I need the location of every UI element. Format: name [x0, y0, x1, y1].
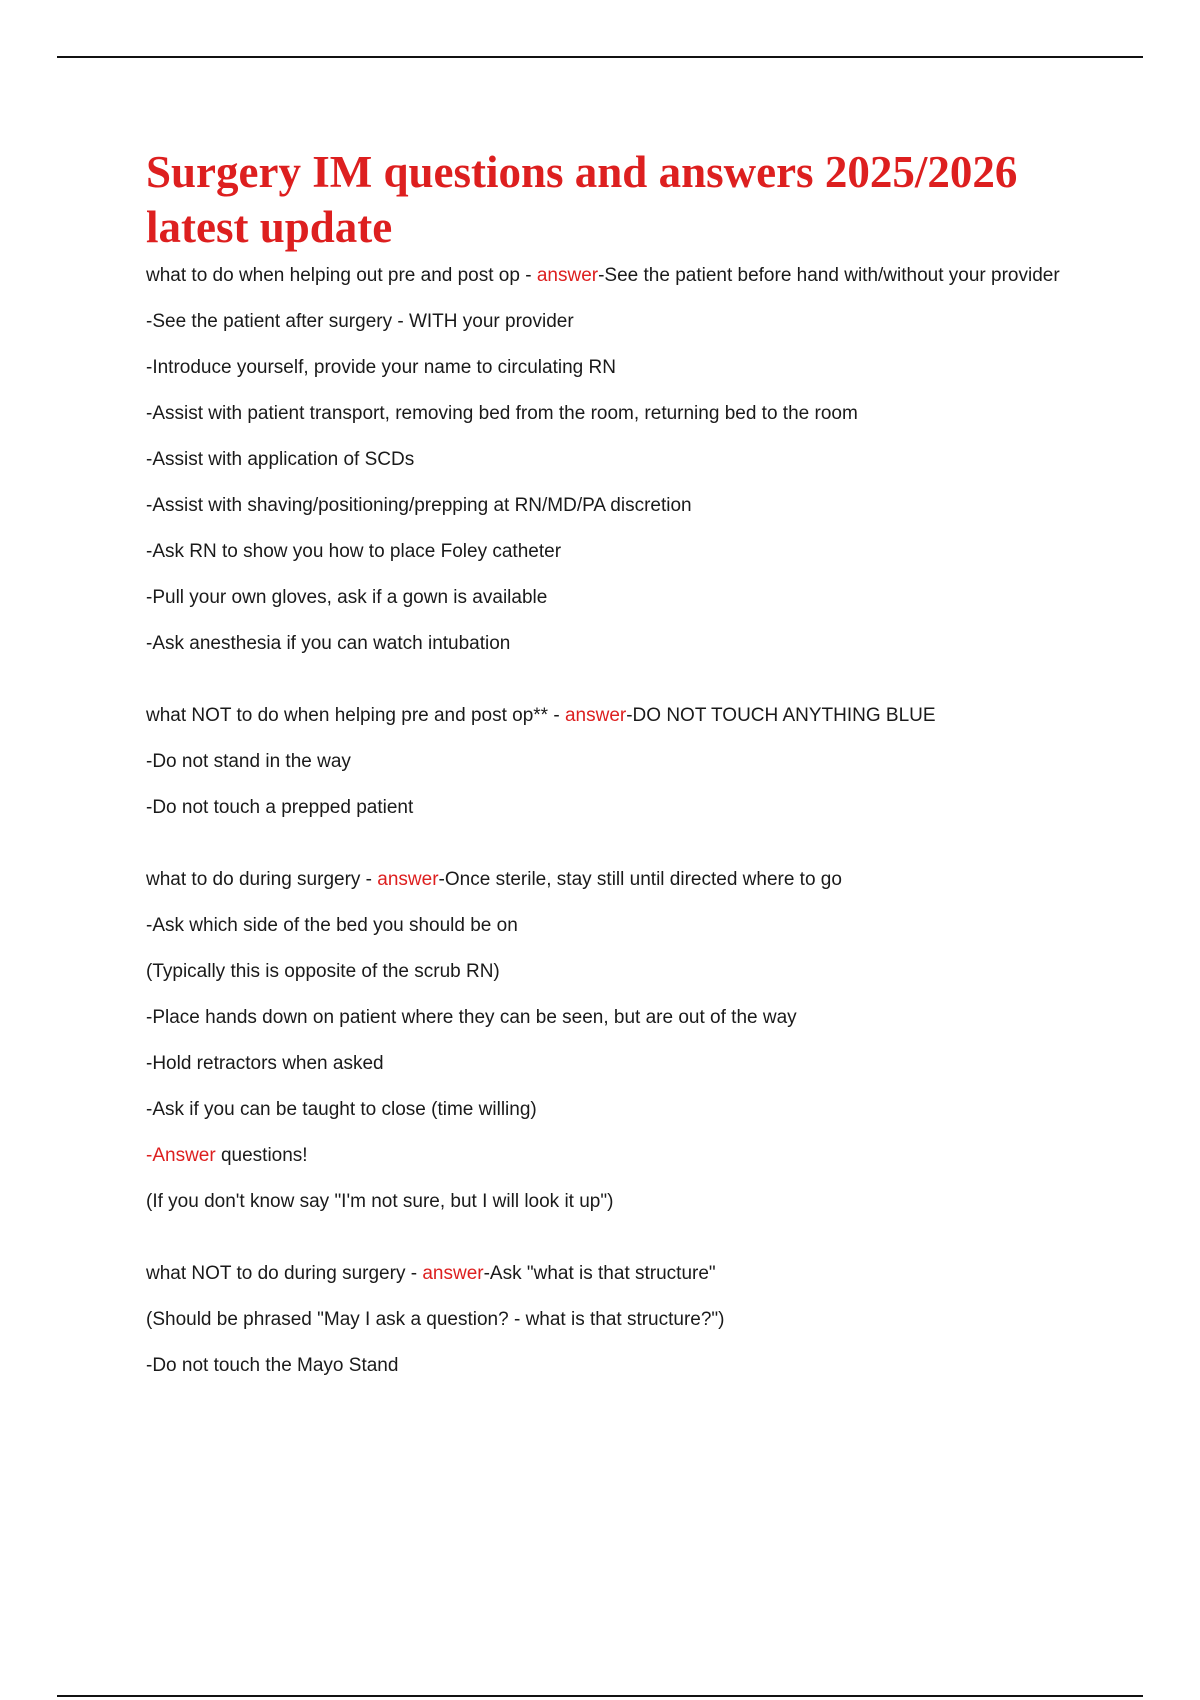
header-rule — [57, 56, 1143, 58]
qa-question-line — [146, 1259, 1096, 1289]
qa-block-during-surgery — [146, 865, 1096, 1217]
answer-line: -Assist with shaving/positioning/prepping at RN/MD/PA discretion — [146, 495, 692, 516]
answer-line: -Ask if you can be taught to close (time willing) — [146, 1099, 537, 1120]
qa-block-not-during-surgery — [146, 1259, 1096, 1381]
footer-rule — [57, 1695, 1143, 1697]
question-text: what NOT to do when helping pre and post op** — [146, 705, 549, 726]
answer-text: -Ask "what is that structure" — [483, 1263, 716, 1284]
answer-label: answer — [564, 705, 627, 726]
answer-line: -Assist with application of SCDs — [146, 449, 415, 470]
answer-label: answer — [536, 265, 599, 286]
qa-question-line — [146, 261, 1096, 291]
answer-line: -Place hands down on patient where they can be seen, but are out of the way — [146, 1007, 797, 1028]
answer-line: -Do not stand in the way — [146, 751, 351, 772]
answer-word: Answer — [152, 1145, 216, 1166]
answer-questions-line — [146, 1141, 1096, 1171]
answer-line: -Assist with patient transport, removing bed from the room, returning bed to the room — [146, 403, 858, 424]
separator: - — [519, 265, 537, 286]
question-text: what to do when helping out pre and post op — [146, 265, 520, 286]
answer-line: (Typically this is opposite of the scrub RN) — [146, 961, 500, 982]
question-text: what to do during surgery — [146, 869, 361, 890]
qa-block-not-pre-post-op — [146, 701, 1096, 823]
separator: - — [360, 869, 378, 890]
document-body — [146, 145, 1096, 1423]
answer-line: -Pull your own gloves, ask if a gown is available — [146, 587, 548, 608]
answer-line: -Ask which side of the bed you should be on — [146, 915, 518, 936]
answer-text: -See the patient before hand with/without your provider — [598, 265, 1060, 286]
answer-text: -DO NOT TOUCH ANYTHING BLUE — [626, 705, 936, 726]
answer-label: answer — [422, 1263, 484, 1284]
answer-rest: questions! — [215, 1145, 308, 1166]
separator: - — [405, 1263, 423, 1284]
answer-line: -Introduce yourself, provide your name to circulating RN — [146, 357, 616, 378]
answer-line: -See the patient after surgery - WITH your provider — [146, 311, 574, 332]
answer-line: -Do not touch a prepped patient — [146, 797, 414, 818]
qa-block-pre-post-op — [146, 261, 1096, 659]
answer-line: -Ask RN to show you how to place Foley catheter — [146, 541, 562, 562]
answer-label: answer — [377, 869, 439, 890]
answer-text: -Once sterile, stay still until directed where to go — [438, 869, 842, 890]
answer-line: -Ask anesthesia if you can watch intubation — [146, 633, 511, 654]
answer-line: (If you don't know say "I'm not sure, but I will look it up") — [146, 1191, 614, 1212]
answer-line: -Do not touch the Mayo Stand — [146, 1355, 399, 1376]
qa-question-line — [146, 701, 1096, 731]
answer-line: (Should be phrased "May I ask a question? - what is that structure?") — [146, 1309, 725, 1330]
separator: - — [548, 705, 565, 726]
document-title: Surgery IM questions and answers 2025/2026 latest update — [146, 147, 1018, 252]
answer-line: -Hold retractors when asked — [146, 1053, 384, 1074]
dash-prefix: - — [146, 1145, 153, 1166]
qa-question-line — [146, 865, 1096, 895]
question-text: what NOT to do during surgery — [146, 1263, 406, 1284]
